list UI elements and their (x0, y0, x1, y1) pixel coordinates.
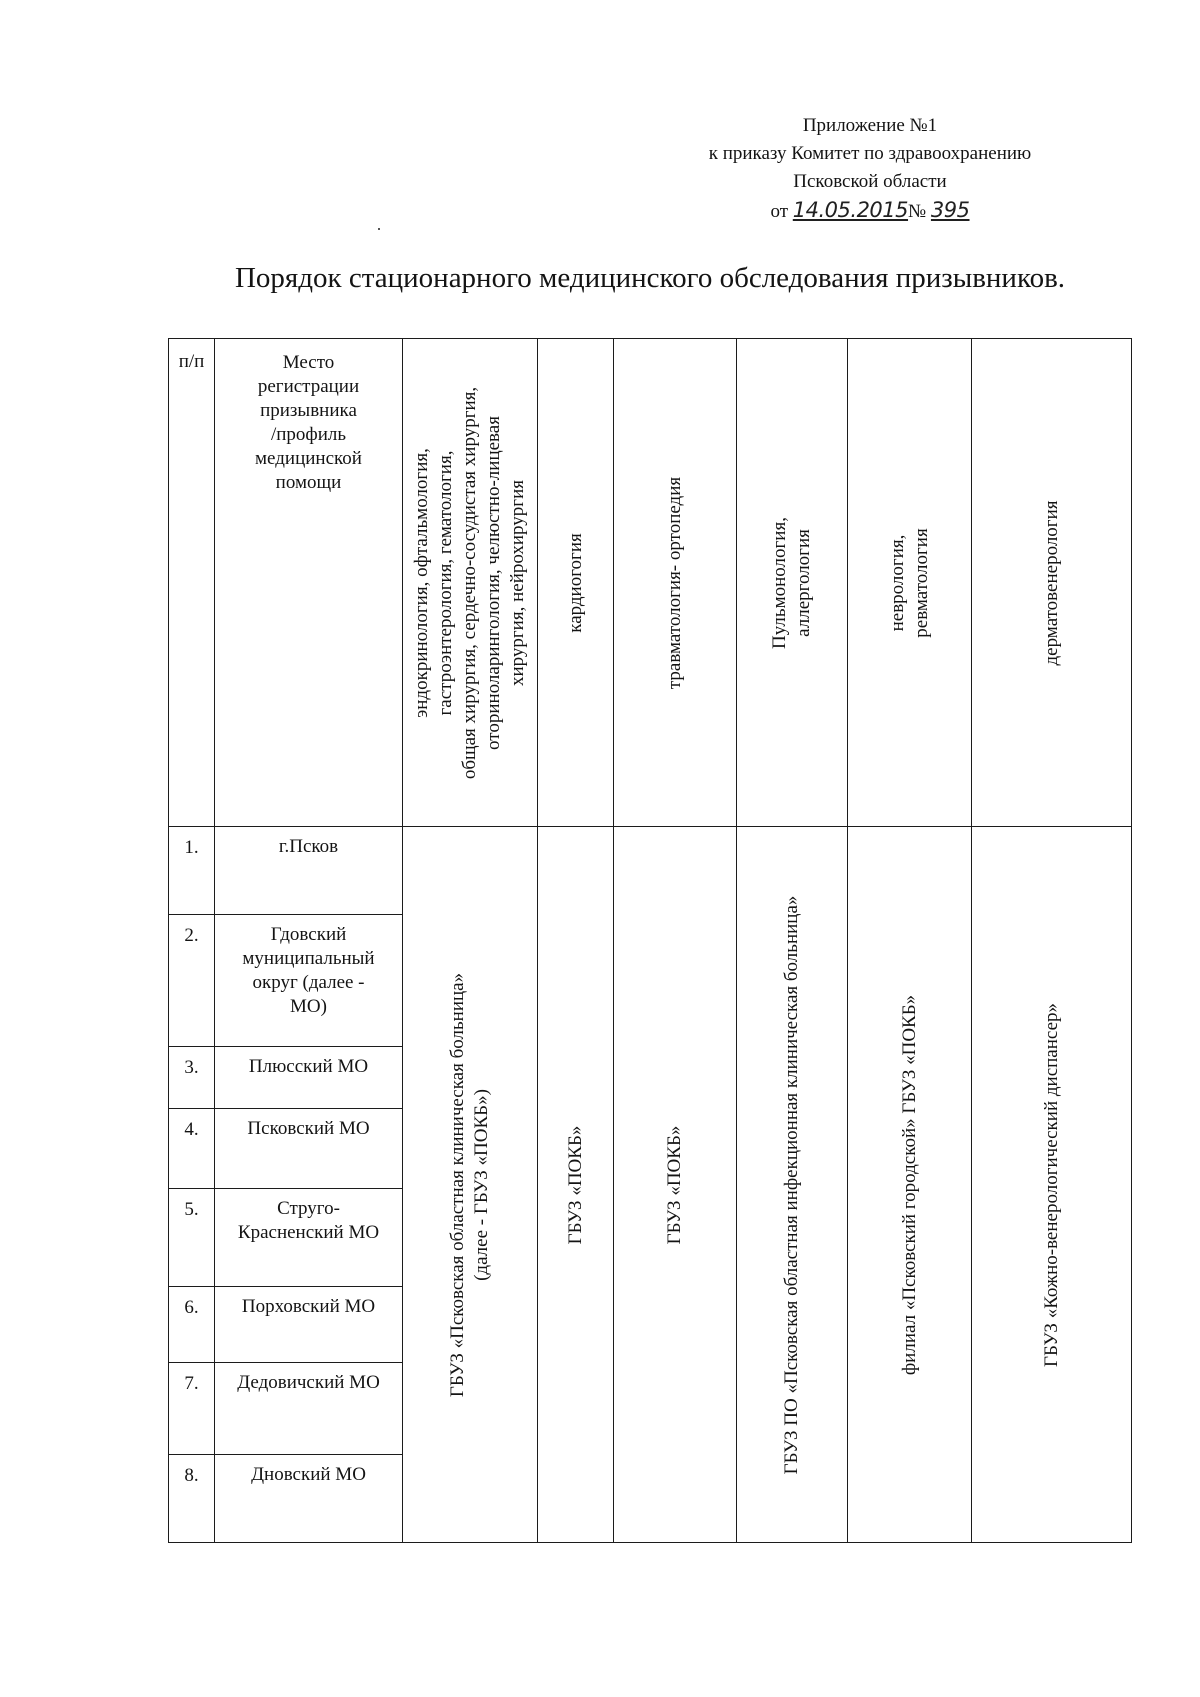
text-line: ГБУЗ «Псковская областная клиническая больница» (447, 972, 468, 1397)
header-registration-cell (215, 339, 403, 827)
institution-cell-dermatology (972, 827, 1132, 1543)
order-date-line (660, 196, 1080, 226)
text-line: аллергология (793, 528, 814, 637)
text-line: травматология- ортопедия (664, 476, 685, 689)
text-line: дерматовенерология (1040, 499, 1062, 666)
row-number: 2. (169, 915, 215, 1047)
text-line: Псковский МО (247, 1118, 370, 1139)
row-place (215, 1109, 403, 1189)
text-line: г.Псков (278, 836, 339, 857)
text-line: Красненский МО (237, 1222, 380, 1243)
region-name: Псковской области (793, 171, 947, 192)
profile-header-traumatology (614, 339, 737, 827)
institution-label (446, 972, 494, 1396)
institution-label (1040, 1002, 1064, 1366)
text-line: Струго- (277, 1198, 340, 1219)
text-line: Дедовичский МО (237, 1372, 380, 1393)
institution-cell-surgery (403, 827, 538, 1543)
text-line: гастроэнтерология, гематология, (435, 450, 456, 715)
row-place (215, 915, 403, 1047)
text-line: МО) (290, 996, 327, 1017)
text-line: ревматология (910, 527, 932, 638)
row-number: 4. (169, 1109, 215, 1189)
institution-cell-cardiology (538, 827, 614, 1543)
profile-label (410, 386, 530, 778)
text-line: призывника (260, 400, 357, 421)
scan-speck (378, 228, 380, 230)
row-number: 3. (169, 1047, 215, 1109)
text-line: медицинской (255, 448, 362, 469)
table-header-row (169, 339, 1132, 827)
text-line: Дновский МО (251, 1464, 366, 1485)
row-place (215, 1455, 403, 1543)
row-place (215, 1363, 403, 1455)
date-prefix: от (770, 201, 789, 222)
institution-cell-neurology (848, 827, 972, 1543)
profile-header-pulmonology (737, 339, 848, 827)
table-row (169, 827, 1132, 915)
order-date: 14.05.2015 (792, 198, 909, 222)
text-line: неврология, (886, 534, 908, 631)
profile-label (768, 517, 816, 649)
row-place (215, 827, 403, 915)
institution-label (780, 895, 804, 1474)
profile-label (1040, 500, 1064, 665)
text-line: ГБУЗ «ПОКБ» (564, 1125, 586, 1244)
row-number: 1. (169, 827, 215, 915)
profile-label (663, 476, 687, 688)
examination-table (168, 338, 1132, 1543)
institution-label (564, 1125, 588, 1244)
text-line: Пульмонология, (769, 516, 790, 649)
text-line: Порховский МО (241, 1296, 376, 1317)
row-number: 6. (169, 1287, 215, 1363)
text-line: помощи (275, 472, 342, 493)
order-reference: к приказу Комитет по здравоохранению (708, 143, 1032, 164)
profile-header-dermatology (972, 339, 1132, 827)
text-line: Место (282, 352, 335, 373)
header-number-cell: п/п (169, 339, 215, 827)
document-title: Порядок стационарного медицинского обследования призывников. (234, 262, 1066, 294)
text-line: регистрации (257, 376, 360, 397)
profile-label (886, 528, 934, 637)
text-line: (далее - ГБУЗ «ПОКБ») (471, 1088, 492, 1281)
number-label: № (908, 201, 927, 222)
row-place (215, 1287, 403, 1363)
text-line: /профиль (270, 424, 347, 445)
institution-label (898, 994, 922, 1374)
document-header (660, 112, 1080, 226)
row-place (215, 1189, 403, 1287)
text-line: филиал «Псковский городской» ГБУЗ «ПОКБ» (898, 994, 920, 1375)
text-line: ГБУЗ «ПОКБ» (664, 1125, 685, 1244)
text-line: Гдовский (270, 924, 347, 945)
profile-header-neurology (848, 339, 972, 827)
text-line: хирургия, нейрохирургия (507, 479, 528, 686)
text-line: оториноларингология, челюстно-лицевая (483, 415, 504, 750)
text-line: округ (далее - (252, 972, 365, 993)
order-number: 395 (930, 198, 970, 222)
row-number: 8. (169, 1455, 215, 1543)
text-line: ГБУЗ «Кожно-венерологический диспансер» (1040, 1002, 1062, 1367)
institution-label (663, 1125, 687, 1244)
row-number: 7. (169, 1363, 215, 1455)
appendix-label: Приложение №1 (802, 115, 938, 136)
text-line: Плюсский МО (248, 1056, 369, 1077)
row-place (215, 1047, 403, 1109)
text-line: кардиогогия (564, 532, 586, 633)
profile-header-surgery (403, 339, 538, 827)
institution-cell-traumatology (614, 827, 737, 1543)
row-number: 5. (169, 1189, 215, 1287)
profile-label (564, 533, 588, 632)
text-line: муниципальный (242, 948, 375, 969)
text-line: ГБУЗ ПО «Псковская областная инфекционная клиническая больница» (781, 895, 802, 1474)
text-line: общая хирургия, сердечно-сосудистая хирургия, (459, 386, 480, 779)
profile-header-cardiology (538, 339, 614, 827)
text-line: эндокринология, офтальмология, (411, 447, 432, 718)
institution-cell-pulmonology (737, 827, 848, 1543)
